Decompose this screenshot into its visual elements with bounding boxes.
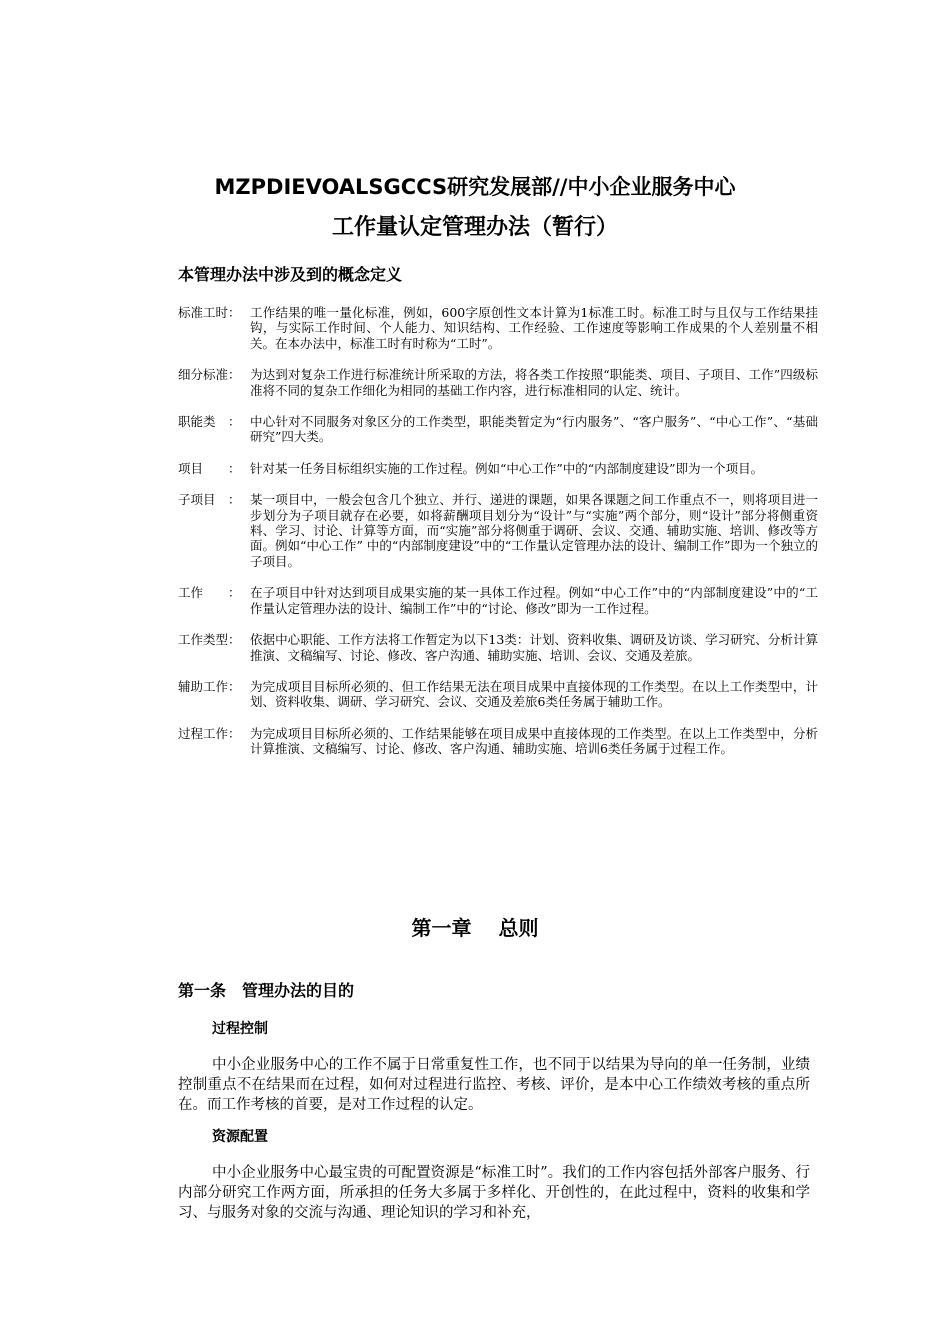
document-title-line1: MZPDIEVOALSGCCS研究发展部//中小企业服务中心 xyxy=(214,175,736,199)
definition-term: 工作类型： xyxy=(178,632,241,648)
paragraph-process-control: 中小企业服务中心的工作不属于日常重复性工作，也不同于以结果为导向的单一任务制，业绩控制重点不在结果而在过程，如何对过程进行监控、考核、评价，是本中心工作绩效考核的重点所在。而工作考核的首要，是对工作过程的认定。 xyxy=(178,1057,810,1113)
definition-text: 为完成项目目标所必须的、工作结果能够在项目成果中直接体现的工作类型。在以上工作类型中，分析计算推演、文稿编写、讨论、修改、客户沟通、辅助实施、培训6类任务属于过程工作。 xyxy=(250,725,818,757)
definition-text: 在子项目中针对达到项目成果实施的某一具体工作过程。例如“中心工作”中的“内部制度建设”中的“工作量认定管理办法的设计、编制工作”中的“讨论、修改”即为一工作过程。 xyxy=(250,585,818,616)
definition-text: 为达到对复杂工作进行标准统计所采取的方法，将各类工作按照“职能类、项目、子项目、工作”四级标准将不同的复杂工作细化为相同的基础工作内容，进行标准相同的认定、统计。 xyxy=(250,367,818,398)
definition-item xyxy=(178,305,818,351)
definition-text: 针对某一任务目标组织实施的工作过程。例如“中心工作”中的“内部制度建设”即为一个项目。 xyxy=(250,460,764,476)
definition-item xyxy=(178,679,818,710)
paragraph-resource-allocation: 中小企业服务中心最宝贵的可配置资源是“标准工时”。我们的工作内容包括外部客户服务、行内部分研究工作两方面，所承担的任务大多属于多样化、开创性的，在此过程中，资料的收集和学习、与服务对象的交流与沟通、理论知识的学习和补充， xyxy=(178,1165,810,1221)
definition-item xyxy=(178,492,818,569)
definition-text: 为完成项目目标所必须的、但工作结果无法在项目成果中直接体现的工作类型。在以上工作类型中，计划、资料收集、调研、学习研究、会议、交通及差旅6类任务属于辅助工作。 xyxy=(250,678,818,710)
definition-item xyxy=(178,414,818,445)
document-title-line2: 工作量认定管理办法（暂行） xyxy=(331,215,618,240)
definition-term: 职能类 ： xyxy=(178,414,241,430)
definition-term: 项目 ： xyxy=(178,460,241,476)
definition-item xyxy=(178,726,818,757)
definition-term: 过程工作： xyxy=(178,725,241,741)
subsection-title-process-control: 过程控制 xyxy=(212,1021,268,1037)
definition-text: 中心针对不同服务对象区分的工作类型，职能类暂定为“行内服务”、“客户服务”、“中心工作”、“基础研究”四大类。 xyxy=(250,414,818,445)
definition-item xyxy=(178,632,818,663)
definition-term: 辅助工作： xyxy=(178,678,241,694)
definition-term: 标准工时： xyxy=(178,305,241,320)
definition-text: 某一项目中，一般会包含几个独立、并行、递进的课题，如果各课题之间工作重点不一，则将项目进一步划分为子项目就存在必要，如将薪酬项目划分为“设计”与“实施”两个部分，则“设计”部分将侧重资料、学习、讨论、计算等方面，而“实施”部分将侧重于调研、会议、交通、辅助实施、培训、修改等方面。例如“中心工作” 中的“内部制度建设”中的“工作量认定管理办法的设计、编制工作”即为一个独立的子项目。 xyxy=(250,492,818,569)
definition-list xyxy=(178,305,818,773)
concepts-heading: 本管理办法中涉及到的概念定义 xyxy=(178,265,403,284)
definition-term: 工作 ： xyxy=(178,585,241,601)
definition-text: 依据中心职能、工作方法将工作暂定为以下13类：计划、资料收集、调研及访谈、学习研究、分析计算推演、文稿编写、讨论、修改、客户沟通、辅助实施、培训、会议、交通及差旅。 xyxy=(250,632,818,663)
subsection-title-resource-allocation: 资源配置 xyxy=(212,1129,268,1145)
definition-text: 工作结果的唯一量化标准，例如，600字原创性文本计算为1标准工时。标准工时与且仅与工作结果挂钩，与实际工作时间、个人能力、知识结构、工作经验、工作速度等影响工作成果的个人差别量不相关。在本办法中，标准工时有时称为“工时”。 xyxy=(250,305,818,351)
definition-item xyxy=(178,585,818,616)
definition-term: 细分标准： xyxy=(178,367,241,383)
definition-item xyxy=(178,461,818,476)
article-title: 第一条 管理办法的目的 xyxy=(178,981,355,1000)
definition-item xyxy=(178,367,818,398)
definition-term: 子项目 ： xyxy=(178,492,241,508)
chapter-title: 第一章 总则 xyxy=(411,916,539,940)
